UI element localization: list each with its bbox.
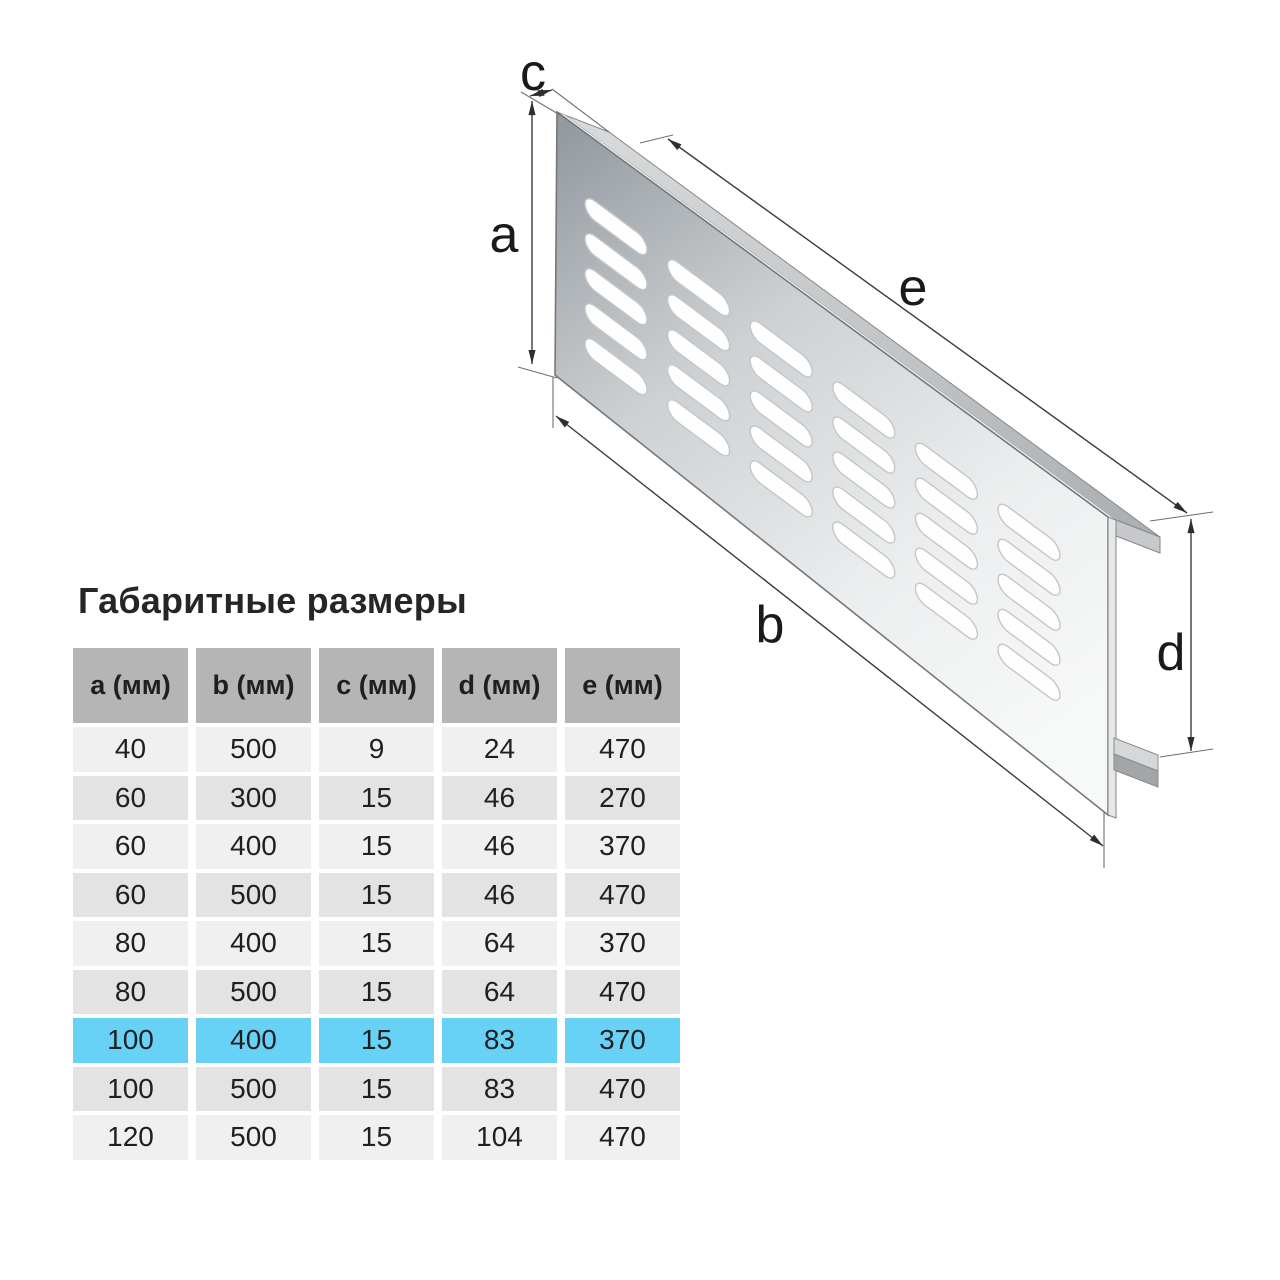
table-cell: 60 (73, 824, 188, 869)
table-cell: 370 (565, 1018, 680, 1063)
table-row (73, 1067, 680, 1112)
table-cell: 500 (196, 873, 311, 918)
table-cell: 60 (73, 776, 188, 821)
table-body (73, 727, 680, 1160)
dim-label-b: b (755, 596, 785, 654)
table-row (73, 824, 680, 869)
table-cell: 500 (196, 727, 311, 772)
table-cell: 83 (442, 1018, 557, 1063)
table-cell: 80 (73, 970, 188, 1015)
table-cell: 500 (196, 970, 311, 1015)
table-cell: 15 (319, 1018, 434, 1063)
table-cell: 370 (565, 921, 680, 966)
table-cell: 300 (196, 776, 311, 821)
table-cell: 64 (442, 921, 557, 966)
grille-right-edge (1108, 517, 1116, 818)
table-cell: 40 (73, 727, 188, 772)
table-cell: 470 (565, 970, 680, 1015)
table-header-e: e (мм) (565, 648, 680, 723)
table-cell: 80 (73, 921, 188, 966)
table-cell: 15 (319, 824, 434, 869)
table-cell: 46 (442, 873, 557, 918)
table-cell: 60 (73, 873, 188, 918)
table-cell: 15 (319, 921, 434, 966)
table-cell: 400 (196, 1018, 311, 1063)
table-row (73, 873, 680, 918)
table-cell: 46 (442, 824, 557, 869)
table-row (73, 776, 680, 821)
table-cell: 15 (319, 970, 434, 1015)
dim-label-e: e (898, 259, 928, 317)
table-cell: 15 (319, 1115, 434, 1160)
table-cell: 500 (196, 1067, 311, 1112)
table-cell: 15 (319, 873, 434, 918)
table-cell: 15 (319, 776, 434, 821)
table-cell: 9 (319, 727, 434, 772)
table-cell: 24 (442, 727, 557, 772)
table-header-c: c (мм) (319, 648, 434, 723)
table-header-a: a (мм) (73, 648, 188, 723)
dim-label-c: c (520, 44, 546, 102)
table-cell: 46 (442, 776, 557, 821)
table-row-highlighted (73, 1018, 680, 1063)
page-title: Габаритные размеры (78, 580, 467, 621)
table-cell: 470 (565, 1067, 680, 1112)
dimensions-table (73, 648, 680, 1164)
table-cell: 270 (565, 776, 680, 821)
table-cell: 400 (196, 921, 311, 966)
dim-label-a: a (489, 206, 519, 264)
dim-label-d: d (1156, 624, 1186, 682)
table-cell: 83 (442, 1067, 557, 1112)
table-row (73, 727, 680, 772)
table-header-b: b (мм) (196, 648, 311, 723)
table-cell: 15 (319, 1067, 434, 1112)
table-cell: 104 (442, 1115, 557, 1160)
table-cell: 100 (73, 1067, 188, 1112)
table-header-d: d (мм) (442, 648, 557, 723)
table-cell: 64 (442, 970, 557, 1015)
table-cell: 400 (196, 824, 311, 869)
table-cell: 500 (196, 1115, 311, 1160)
table-row (73, 1115, 680, 1160)
table-cell: 470 (565, 727, 680, 772)
table-cell: 470 (565, 873, 680, 918)
table-row (73, 921, 680, 966)
table-cell: 370 (565, 824, 680, 869)
table-cell: 100 (73, 1018, 188, 1063)
table-row (73, 970, 680, 1015)
table-cell: 120 (73, 1115, 188, 1160)
table-cell: 470 (565, 1115, 680, 1160)
table-header-row (73, 648, 680, 723)
